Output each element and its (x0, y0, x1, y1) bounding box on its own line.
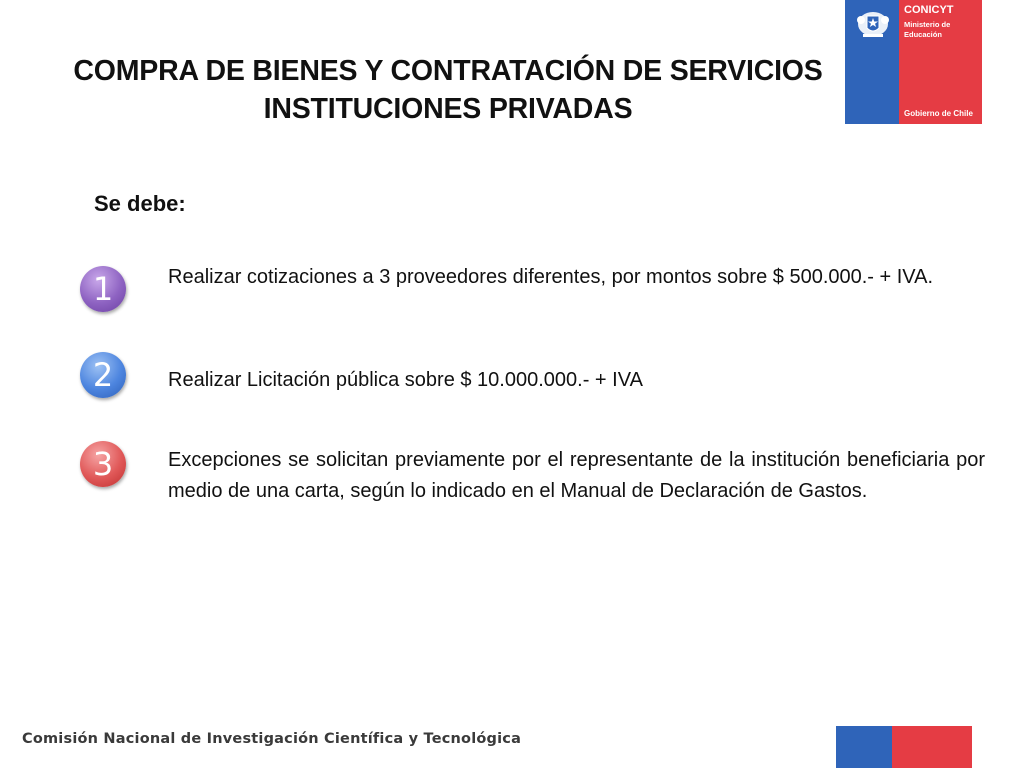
footer-flag-blue (836, 726, 892, 768)
list-item-2: Realizar Licitación pública sobre $ 10.000.000.- + IVA (168, 369, 643, 391)
logo-brand: CONICYT (904, 4, 954, 16)
title-line-1: COMPRA DE BIENES Y CONTRATACIÓN DE SERVICIOS (73, 55, 823, 87)
lead-text: Se debe: (94, 191, 186, 216)
number-badge-1: 1 (80, 266, 126, 312)
logo-ministry: Ministerio de Educación (904, 20, 951, 39)
list-item-1: Realizar cotizaciones a 3 proveedores diferentes, por montos sobre $ 500.000.- + IVA. (168, 266, 934, 288)
logo-government: Gobierno de Chile (904, 109, 973, 118)
title-line-2: INSTITUCIONES PRIVADAS (263, 93, 633, 125)
footer-text: Comisión Nacional de Investigación Científica y Tecnológica (22, 731, 522, 747)
list-item-3: Excepciones se solicitan previamente por el representante de la institución beneficiaria por medio de una carta, según lo indicado en el Manual de Declaración de Gastos. (168, 449, 985, 502)
logo-blue-panel (845, 0, 899, 124)
footer-flag (836, 726, 972, 768)
logo-red-panel (899, 0, 982, 124)
footer-flag-red (892, 726, 972, 768)
number-badge-2: 2 (80, 352, 126, 398)
conicyt-logo (845, 0, 982, 124)
number-badge-3: 3 (80, 441, 126, 487)
slide-title (60, 52, 836, 128)
coat-of-arms-icon (851, 4, 895, 40)
